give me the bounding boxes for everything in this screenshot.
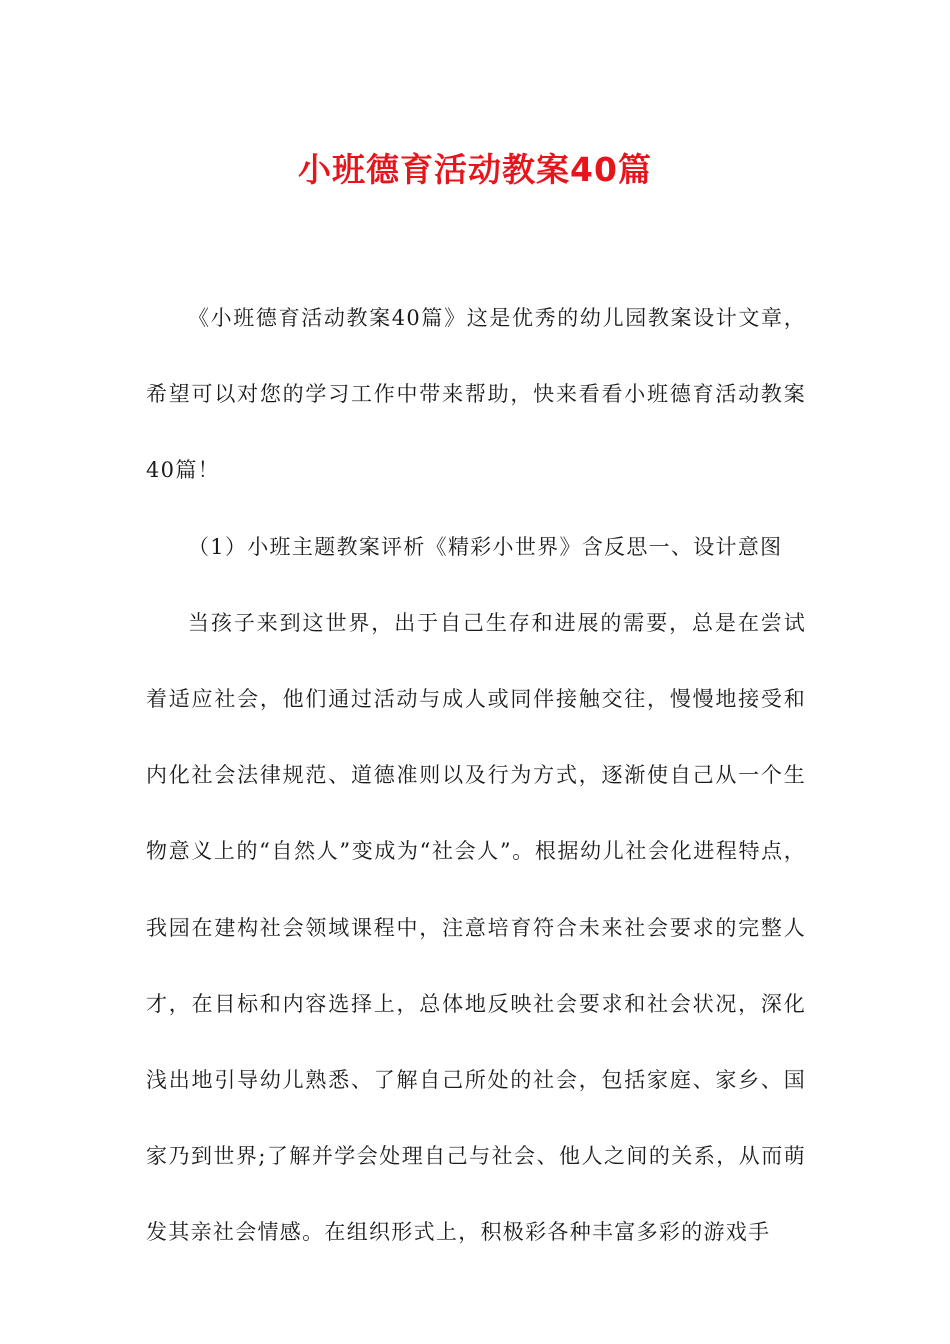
section-heading-paragraph: （1）小班主题教案评析《精彩小世界》含反思一、设计意图: [188, 534, 783, 559]
body-paragraph: 当孩子来到这世界，出于自己生存和进展的需要，总是在尝试着适应社会，他们通过活动与成人或同伴接触交往，慢慢地接受和内化社会法律规范、道德准则以及行为方式，逐渐使自己从一个生物意义上的“自然人”变成为“社会人”。根据幼儿社会化进程特点，我园在建构社会领域课程中，注意培育符合未来社会要求的完整人才，在目标和内容选择上，总体地反映社会要求和社会状况，深化浅出地引导幼儿熟悉、了解自己所处的社会，包括家庭、家乡、国家乃到世界;了解并学会处理自己与社会、他人之间的关系，从而萌发其亲社会情感。在组织形式上，积极彩各种丰富多彩的游戏手: [146, 610, 806, 1245]
document-title: 小班德育活动教案40篇: [298, 150, 652, 189]
document-body: [146, 280, 806, 1271]
intro-paragraph: 《小班德育活动教案40篇》这是优秀的幼儿园教案设计文章，希望可以对您的学习工作中带来帮助，快来看看小班德育活动教案40篇！: [146, 306, 806, 483]
